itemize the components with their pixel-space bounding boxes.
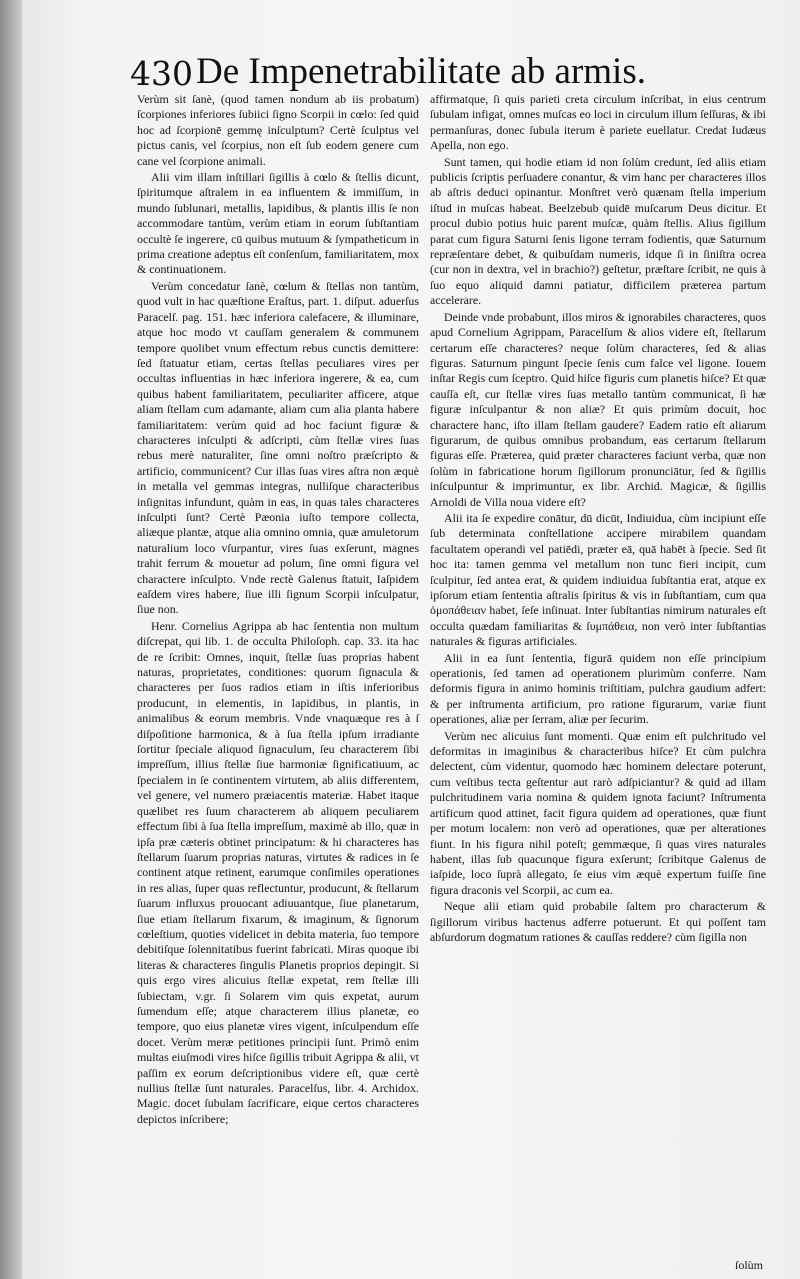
paragraph: Verùm nec alicuius ſunt momenti. Quæ enim eſt pulchritudo vel deformitas in imaginibus & characteribus hiſce? Et cùm pulchra delectent, cùm videntur, quomodo hæc hominem delectare poterunt, cum veſtibus tecta geſtentur aut rarò adſpiciantur? & quid ad illam pulchritudinem varia nomina & quidem ignota faciunt? Inſtrumenta artificum quod attinet, facit figura quidem ad operationes, quæ fiunt per motum localem: non verò ad operationes, quæ per alterationes fiunt. In his figura nihil poteſt; gemmæque, ſi quas vires naturales habent, illas ſub quacunque figura exſerunt; ſcribitque Galenus de iaſpide, loco ſuprà allegato, ſe eius vim æquè expertum fuiſſe ſine figura draconis vel Scorpii, ac cum ea. <box>430 728 766 897</box>
paragraph: Neque alii etiam quid probabile ſaltem pro characterum & ſigillorum viribus hactenus adferre potuerunt. Et qui poſſent tam abſurdorum dogmatum rationes & cauſſas reddere? cùm ſigilla non <box>430 899 766 944</box>
paragraph: Alii ita ſe expedire conātur, dū dicūt, Indiuidua, cùm incipiunt eſſe ſub determinata conſtellatione accipere mirabilem quandam facultatem operandi vel patiēdi, præter eā, quā habēt à ſpecie. Sed ſit hoc ita: tamen gemma vel metallum non tunc fieri incipit, cum ſculpitur, ſed antea erat, & quidem indiuidua ſubſtantia erat, atque ex ipſorum etiam ſententia aſtralis ſpiritus & vis in ſubſtantiam, cum qua ὁμοπάθειαν habet, ſeſe inſinuat. Inter ſubſtantias nimirum naturales eſt occulta quædam familiaritas & ſυμπάθεια, non verò inter ſubſtantias naturales & figuras artificiales. <box>430 510 766 649</box>
paragraph: Alii vim illam inſtillari ſigillis à cœlo & ſtellis dicunt, ſpiritumque aſtralem in ea influentem & immiſſum, in mundo ſublunari, metallis, lapidibus, & plantis illis ſe non accommodare tantùm, verùm etiam in eorum ſubſtantiam occultè ſe ingerere, cū quibus mutuum & ſympatheticum in prima creatione adeptus eſt conſenſum, familiaritatem, mox & continuationem. <box>137 170 419 277</box>
paragraph: Sunt tamen, qui hodie etiam id non ſolùm credunt, ſed aliis etiam publicis ſcriptis perſuadere conantur, & vim hanc per characteres illos ab aſtris deduci opinantur. Monſtret verò quænam ſtella imperium iſtud in muſcas habeat. Beelzebub quidē muſcarum Deus dicitur. Et procul dubio potius huic parent muſcæ, quàm ſtellis. Alius ſigillum parat cum figura Saturni ſenis ligone terram fodientis, quæ Saturnum repræſentare debet, & quibuſdam numeris, idque ſi in ſiniſtra ocrea (cur non in dextra, vel in brachio?) geſtetur, præſtare ſcribit, ne quis à ſuo equo aliquid damni patiatur, difficilem præterea partum accelerare. <box>430 154 766 308</box>
page-number: 430 <box>130 54 193 93</box>
left-column <box>137 92 419 1127</box>
page-title: De Impenetrabilitate ab armis. <box>196 51 646 92</box>
running-header <box>130 50 690 96</box>
paragraph: Deinde vnde probabunt, illos miros & ignorabiles characteres, quos apud Cornelium Agrippam, Paracelſum & alios videre eſt, ſtellarum certarum eſſe characteres? neque ſolùm characteres, ſed & alias figuras. Saturnum pingunt ſpecie ſenis cum falce vel ligone. Iouem inſtar Regis cum ſceptro. Quid hiſce figuris cum planetis hiſce? Et quæ cauſſa eſt, cur ſtellæ vires ſuas metallo tantùm communicat, ſi hæ figuræ inſculpantur & non aliæ? Et quis primùm docuit, hoc charactere hanc, iſto illam ſtellam gaudere? Eadem ratio eſt aliarum figurarum, de quibus omnibus probandum, eas certarum ſtellarum figuras eſſe. Præterea, quid præter characteres faciunt verba, quæ non ſolùm in fabricatione horum ſigillorum pronunciātur, ſed & ſigillis inſculpuntur & imprimuntur, ex libr. Archid. Magicæ, & ſigillis Arnoldi de Villa noua videre eſt? <box>430 309 766 509</box>
page-gutter <box>0 0 22 1279</box>
paragraph: Verùm concedatur ſanè, cœlum & ſtellas non tantùm, quod vult in hac quæſtione Eraſtus, part. 1. diſput. aduerſus Paracelſ. pag. 151. hæc inferiora calefacere, & illuminare, atque hoc modo vt cauſſam generalem & communem tempore quolibet vnum effectum rebus cunctis demittere: ſed ſtatuatur etiam, certas ſtellas peculiares vires per occultas influentias in hæc inferiora ingerere, & ea, cum quibus habent familiaritatem, peculiariter afficere, atque aliam ſtellam cum adamante, aliam cum alia planta habere familiaritatem: verùm quid ad hoc faciunt figuræ & characteres inſculpti & adſcripti, cùm ſtellæ vires ſuas rebus merè naturaliter, ſine omni noſtro præſcripto & artificio, communicent? Cur illas ſuas vires aſtra non æquè in metalla vel gemmas integras, nulliſque characteribus inſignitas infundunt, quàm in eas, in quas tales characteres inſculpti ſunt? Certè Pæonia iuſto tempore collecta, aliæque plantæ, atque alia omnino omnia, quæ amuletorum naturalium loco vſurpantur, vires ſuas exſerunt, magnes trahit ferrum & mouetur ad polum, ſine omni figura vel charactere inſculpto. Vnde rectè Galenus ſtatuit, Iaſpidem eaſdem vires habere, ſiue illi ſignum Scorpii inſculpatur, ſiue non. <box>137 278 419 617</box>
paragraph: affirmatque, ſi quis parieti creta circulum inſcribat, in eius centrum ſubulam infigat, omnes muſcas eo loci in circulum illum ſeſſuras, & ibi permanſuras, donec ſubula iterum è pariete euellatur. Credat Iudæus Apella, non ego. <box>430 92 766 153</box>
catchword: ſolùm <box>735 1258 764 1272</box>
paragraph: Henr. Cornelius Agrippa ab hac ſententia non multum diſcrepat, qui lib. 1. de occulta Philoſoph. cap. 33. ita hac de re ſcribit: Omnes, inquit, ſtellæ ſuas proprias habent naturas, proprietates, conditiones: quorum ſignacula & characteres per ſuos radios etiam in iſtis inferioribus producunt, in elementis, in lapidibus, in plantis, in animalibus & eorum membris. Vnde vnaquæque res à ſ diſpoſitione harmonica, & à ſua ſtella ipſum irradiante ſortitur ſpeciale aliquod ſignaculum, ſeu characterem ſibi impreſſum, illius ſtellæ ſiue harmoniæ ſignificatiuum, ac ſpecialem in ſe continentem virtutem, ab aliis differentem, vel genere, vel numero præiacentis materiæ. Habet itaque quælibet res ſuum characterem ab aliquem peculiarem effectum ſibi à ſua ſtella impreſſum, maximè ab illo, quæ in ipſa præ cæteris obtinet principatum: & hi characteres has ſtellarum ſuarum proprias naturas, virtutes & radices in ſe continent atque retinent, earumque conſimiles operationes in res alias, ſuper quas reflectuntur, producunt, & ſtellarum ſuarum influxus prouocant adiuuantque, ſiue planetarum, ſiue etiam ſtellarum fixarum, & imaginum, & ſignorum cœleſtium, quoties videlicet in debita materia, ſuo tempore debitiſque ſolennitatibus fuerint fabricati. Miras quoque ibi literas & characteres ſingulis Planetis proprios depingit. Si quis ergo vires alicuius ſtellæ expetat, rem ſtellæ illi ſubiectam, v.gr. ſi Solarem vim quis expetat, aurum ſumendum eſſe; atque characterem illius planetæ, eo tempore, quo eius planetæ vires vigent, inſculpendum eſſe docet. Verùm meræ petitiones principii ſunt. Primò enim multas eiuſmodi vires hiſce ſigillis tribuit Agrippa & alii, vt paſſim ex eorum deſcriptionibus videre eſt, quæ certè nullius ſtellæ ſunt naturales. Paracelſus, libr. 4. Archidox. Magic. docet ſubulam ſacrificare, eique certos characteres depictos inſcribere; <box>137 618 419 1126</box>
paragraph: Alii in ea ſunt ſententia, figurā quidem non eſſe principium operationis, ſed tamen ad operationem plurimùm conferre. Nam deformis figura in animo hominis triſtitiam, pulchra gaudium adfert: & per inſtrumenta artificium, pro ratione figurarum, variæ fiunt operationes, aliæ per ſerram, aliæ per ſecurim. <box>430 650 766 727</box>
right-column <box>430 92 766 945</box>
paragraph: Verùm sit ſanè, (quod tamen nondum ab iis probatum) ſcorpiones inferiores ſubiici ſigno Scorpii in cœlo: ſed quid hoc ad ſcorpionē gemmę inſculptum? Certè ſculptus vel pictus canis, vel ſcorpius, non eſt ſub eodem genere cum cane vel ſcorpione animali. <box>137 92 419 168</box>
